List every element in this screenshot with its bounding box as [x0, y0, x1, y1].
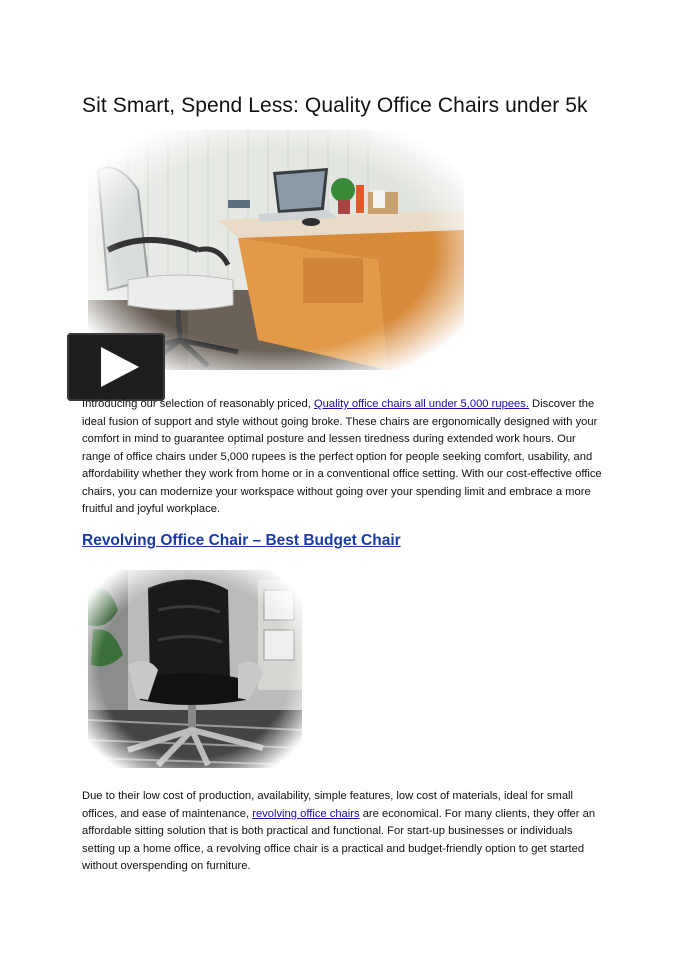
- section-heading-link[interactable]: Revolving Office Chair – Best Budget Chair: [82, 532, 401, 549]
- intro-text-after: Discover the ideal fusion of support and style without going broke. These chairs are ergonomically designed with your comfort in mind to guarantee optimal posture and lessen tiredness during extended work hours. Our range of office chairs under 5,000 rupees is the perfect option for people seeking comfort, usability, and affordability whether they work from home or in a conventional office setting. With our cost-effective office chairs, you can modernize your workspace without going over your spending limit and embrace a more fruitful and joyful workplace.: [82, 398, 602, 515]
- play-icon: [67, 333, 165, 401]
- quality-chairs-link[interactable]: Quality office chairs all under 5,000 rupees.: [313, 398, 529, 410]
- body-text-after: are economical. For many clients, they offer an affordable sitting solution that is both practical and functional. For start-up businesses or individuals setting up a home office, a revolving office chair is a practical and budget-friendly option to get started without overspending on furniture.: [82, 807, 596, 872]
- intro-text-before: Introducing our selection of reasonably priced,: [82, 398, 314, 410]
- revolving-chairs-link[interactable]: revolving office chairs: [252, 807, 360, 820]
- video-play-button[interactable]: [67, 333, 165, 401]
- revolving-chair-photo: [88, 570, 302, 768]
- body-paragraph: [82, 788, 602, 876]
- page-title: Sit Smart, Spend Less: Quality Office Chairs under 5k: [82, 94, 588, 118]
- intro-paragraph: [82, 396, 602, 519]
- body-text-before: Due to their low cost of production, availability, simple features, low cost of materials, ideal for small offices, and ease of maintenance,: [82, 790, 574, 820]
